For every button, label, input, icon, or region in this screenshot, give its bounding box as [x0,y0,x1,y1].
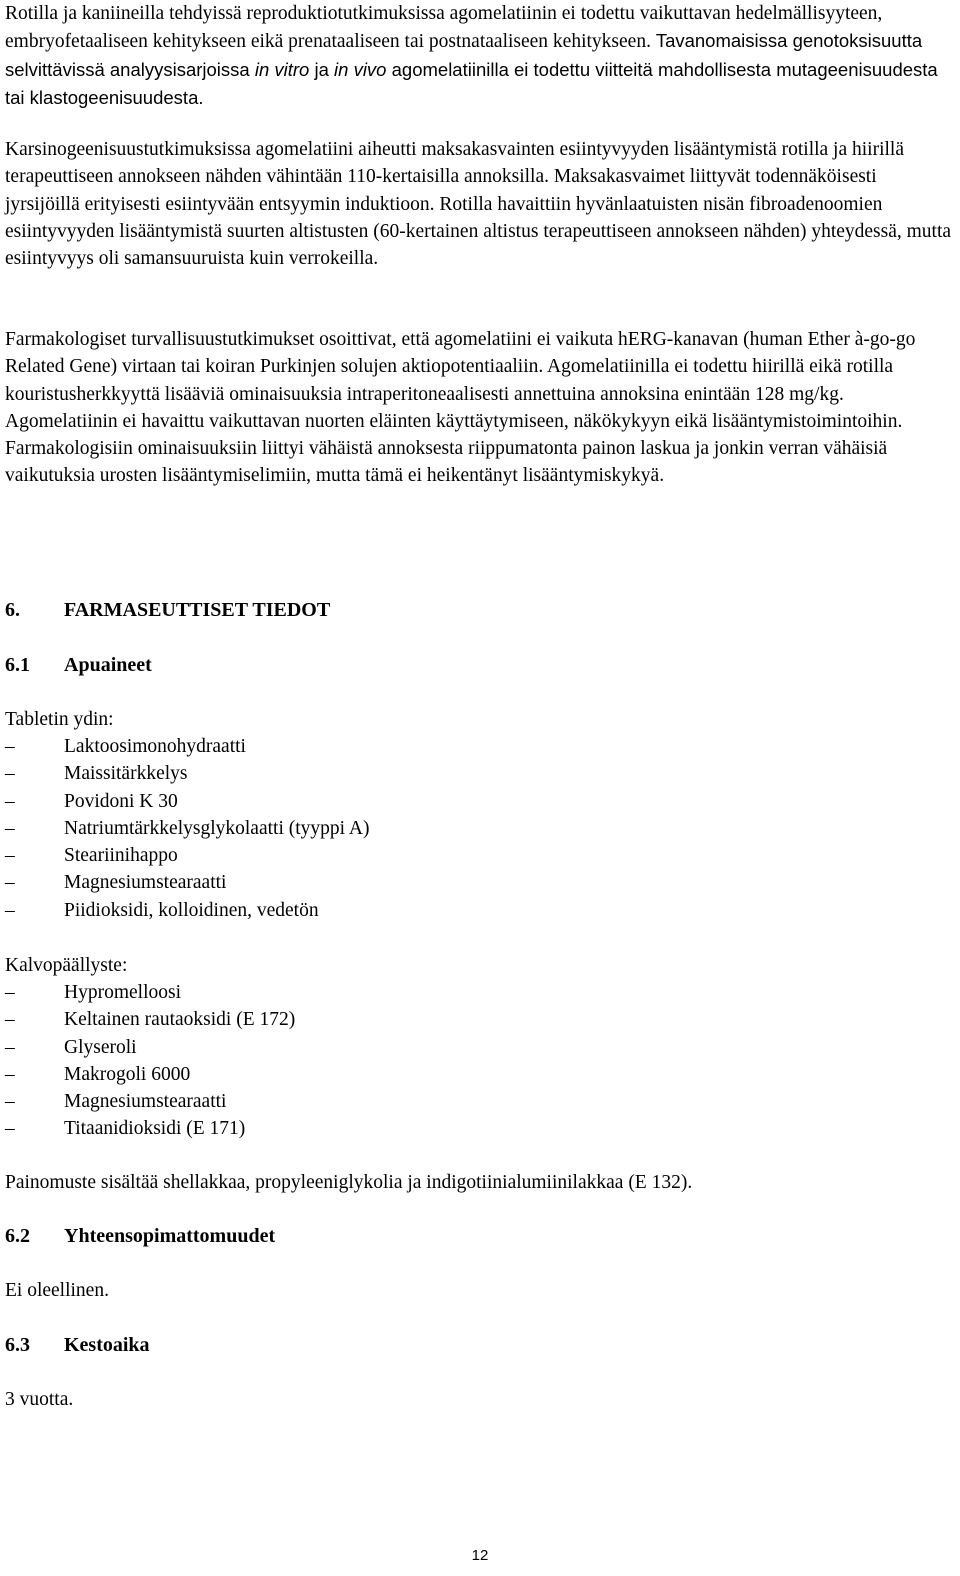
coating-excipient-item-text: Magnesiumstearaatti [64,1091,227,1113]
tablet-core-list [5,733,369,924]
core-excipient-item [5,760,369,787]
coating-excipient-item-text: Glyseroli [64,1036,137,1058]
section-6-1-title: Apuaineet [64,654,152,676]
coating-excipient-item-text: Keltainen rautaoksidi (E 172) [64,1009,296,1031]
printing-ink-text: Painomuste sisältää shellakkaa, propyleeniglykolia ja indigotiinialumiinilakkaa (E 132). [5,1172,693,1193]
film-coating-label: Kalvopäällyste: [5,955,128,976]
list-dash: – [5,899,15,921]
section-6-2-number: 6.2 [5,1225,30,1247]
in-vivo-term: in vivo [334,58,387,80]
list-dash: – [5,1091,15,1113]
coating-excipient-item [5,1034,295,1061]
list-dash: – [5,1063,15,1085]
coating-excipient-item [5,1061,295,1088]
coating-excipient-item [5,1088,295,1115]
core-excipient-item-text: Povidoni K 30 [64,790,178,812]
list-dash: – [5,845,15,867]
page-number: 12 [471,1547,489,1564]
core-excipient-item-text: Steariinihappo [64,845,178,867]
section-6-3-heading [5,1332,150,1359]
shelf-life-text: 3 vuotta. [5,1389,74,1410]
genotoxicity-text-c: agomelatiinilla ei todettu viitteitä mahdollisesta mutageenisuudesta tai klastogeenisuudesta. [5,58,938,108]
list-dash: – [5,817,15,839]
section-6-3-title: Kestoaika [64,1334,150,1356]
section-6-1-number: 6.1 [5,654,30,676]
core-excipient-item-text: Piidioksidi, kolloidinen, vedetön [64,899,319,921]
core-excipient-item-text: Maissitärkkelys [64,763,188,785]
core-excipient-item [5,733,369,760]
core-excipient-item [5,815,369,842]
in-vitro-term: in vitro [254,58,310,80]
core-excipient-item [5,897,369,924]
list-dash: – [5,790,15,812]
list-dash: – [5,1118,15,1140]
core-excipient-item [5,869,369,896]
section-6-number: 6. [5,599,20,621]
core-excipient-item [5,842,369,869]
section-6-heading [5,597,330,624]
coating-excipient-item-text: Titaanidioksidi (E 171) [64,1118,246,1140]
genotoxicity-text-b: ja [309,58,335,80]
paragraph-carcinogenicity: Karsinogeenisuustutkimuksissa agomelatiini aiheutti maksakasvainten esiintyvyyden lisääntymistä rotilla ja hiirillä terapeuttiseen annokseen nähden vähintään 110-kertaisilla annoksilla. Maksakasvaimet liittyvät todennäköisesti jyrsijöillä erityisesti esiintyvään entsyymin induktioon. Rotilla havaittiin hyvänlaatuisten nisän fibroadenoomien esiintyvyyden lisääntymistä suurten altistusten (60-kertainen altistus terapeuttiseen annokseen nähden) yhteydessä, mutta esiintyvyys oli samansuuruista kuin verrokeilla. [5,139,952,270]
section-6-title: FARMASEUTTISET TIEDOT [64,599,331,621]
reproduction-text: Rotilla ja kaniineilla tehdyissä reproduktiotutkimuksissa agomelatiinin ei todettu vaikuttavan hedelmällisyyteen, embryofetaaliseen kehitykseen eikä prenataaliseen tai postnataaliseen kehitykseen. [5,3,883,53]
film-coating-list [5,979,295,1143]
core-excipient-item-text: Natriumtärkkelysglykolaatti (tyyppi A) [64,817,370,839]
section-6-1-heading [5,652,152,679]
section-6-2-heading [5,1223,275,1250]
coating-excipient-item [5,1006,295,1033]
coating-excipient-item-text: Makrogoli 6000 [64,1063,191,1085]
list-dash: – [5,982,15,1003]
list-dash: – [5,872,15,894]
genotoxicity-text-a: Tavanomaisissa genotoksisuutta selvittävissä analyysisarjoissa [5,30,923,80]
section-6-2-title: Yhteensopimattomuudet [64,1225,276,1247]
core-excipient-item-text: Magnesiumstearaatti [64,872,227,894]
coating-excipient-item-text: Hypromelloosi [64,982,181,1003]
coating-excipient-item [5,979,295,1006]
paragraph-pharmacology-safety [5,326,955,490]
paragraph-reproduction [5,0,955,112]
juvenile-text: Agomelatiinin ei havaittu vaikuttavan nuorten eläinten käyttäytymiseen, näkökykyyn eikä lisääntymistoimintoihin. Farmakologisiin ominaisuuksiin liittyi vähäistä annoksesta riippumatonta painon laskua ja jonkin verran vähäisiä vaikutuksia urosten lisääntymiselimiin, mutta tämä ei heikentänyt lisääntymiskykyä. [5,410,903,487]
list-dash: – [5,1009,15,1031]
list-dash: – [5,1036,15,1058]
core-excipient-item-text: Laktoosimonohydraatti [64,736,246,757]
list-dash: – [5,763,15,785]
tablet-core-label: Tabletin ydin: [5,709,114,730]
list-dash: – [5,736,15,757]
incompatibilities-text: Ei oleellinen. [5,1280,109,1301]
safety-text: Farmakologiset turvallisuustutkimukset osoittivat, että agomelatiini ei vaikuta hERG-kanavan (human Ether à-go-go Related Gene) virtaan tai koiran Purkinjen solujen aktiopotentiaaliin. Agomelatiinilla ei todettu hiirillä eikä rotilla kouristusherkkyyttä lisääviä ominaisuuksia intraperitoneaalisesti annettuina annoksina enintään 128 mg/kg. [5,329,916,405]
coating-excipient-item [5,1115,295,1142]
core-excipient-item [5,788,369,815]
section-6-3-number: 6.3 [5,1334,30,1356]
